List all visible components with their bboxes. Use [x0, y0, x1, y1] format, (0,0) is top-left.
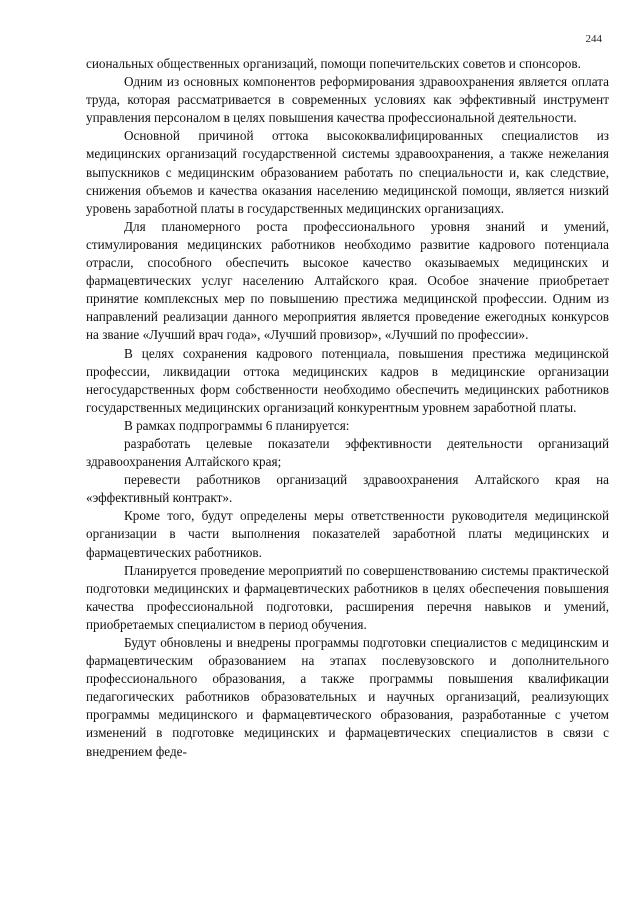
paragraph: Кроме того, будут определены меры ответственности руководителя медицинской организации в части выполнения показателей заработной платы медицинских и фармацевтических работников. — [86, 508, 609, 560]
paragraph: Планируется проведение мероприятий по совершенствованию системы практической подготовки медицинских и фармацевтических работников в целях обеспечения повышения качества профессиональной подготовки, расширения перечня навыков и умений, приобретаемых специалистом в период обучения. — [86, 562, 609, 632]
paragraph: Основной причиной оттока высококвалифицированных специалистов из медицинских организаций государственной системы здравоохранения, а также нежелания выпускников с медицинским образованием работать по специальности и, как следствие, снижения объемов и качества оказания населению медицинской помощи, является низкий уровень заработной платы в государственных медицинских организациях. — [86, 128, 609, 216]
paragraph: Для планомерного роста профессионального уровня знаний и умений, стимулирования медицинских работников необходимо развитие кадрового потенциала отрасли, способного обеспечить высокое качество оказываемых медицинских и фармацевтических услуг населению Алтайского края. Особое значение приобретает принятие комплексных мер по повышению престижа медицинской профессии. Одним из направлений реализации данного мероприятия является проведение ежегодных конкурсов на звание «Лучший врач года», «Лучший провизор», «Лучший по профессии». — [86, 218, 609, 343]
body-text — [86, 55, 609, 761]
paragraph: разработать целевые показатели эффективности деятельности организаций здравоохранения Алтайского края; — [86, 435, 609, 470]
page-number: 244 — [585, 33, 602, 45]
paragraph: сиональных общественных организаций, помощи попечительских советов и спонсоров. — [86, 56, 581, 71]
paragraph: Одним из основных компонентов реформирования здравоохранения является оплата труда, которая рассматривается в современных условиях как эффективный инструмент управления персоналом в целях повышения качества профессиональной деятельности. — [86, 74, 609, 126]
paragraph: перевести работников организаций здравоохранения Алтайского края на «эффективный контракт». — [86, 472, 609, 506]
paragraph: Будут обновлены и внедрены программы подготовки специалистов с медицинским и фармацевтическим образованием на этапах послевузовского и дополнительного профессионального образования, а также программы повышения квалификации педагогических работников образовательных и научных организаций, реализующих программы медицинского и фармацевтического образования, разработанные с учетом изменений в подготовке медицинских и фармацевтических специалистов в связи с внедрением феде- — [86, 635, 609, 759]
paragraph: В рамках подпрограммы 6 планируется: — [124, 417, 350, 433]
paragraph: В целях сохранения кадрового потенциала, повышения престижа медицинской профессии, ликвидации оттока медицинских кадров в медицинские организации негосударственных форм собственности необходимо обеспечить медицинских работников государственных медицинских организаций конкурентным уровнем заработной платы. — [86, 345, 609, 415]
